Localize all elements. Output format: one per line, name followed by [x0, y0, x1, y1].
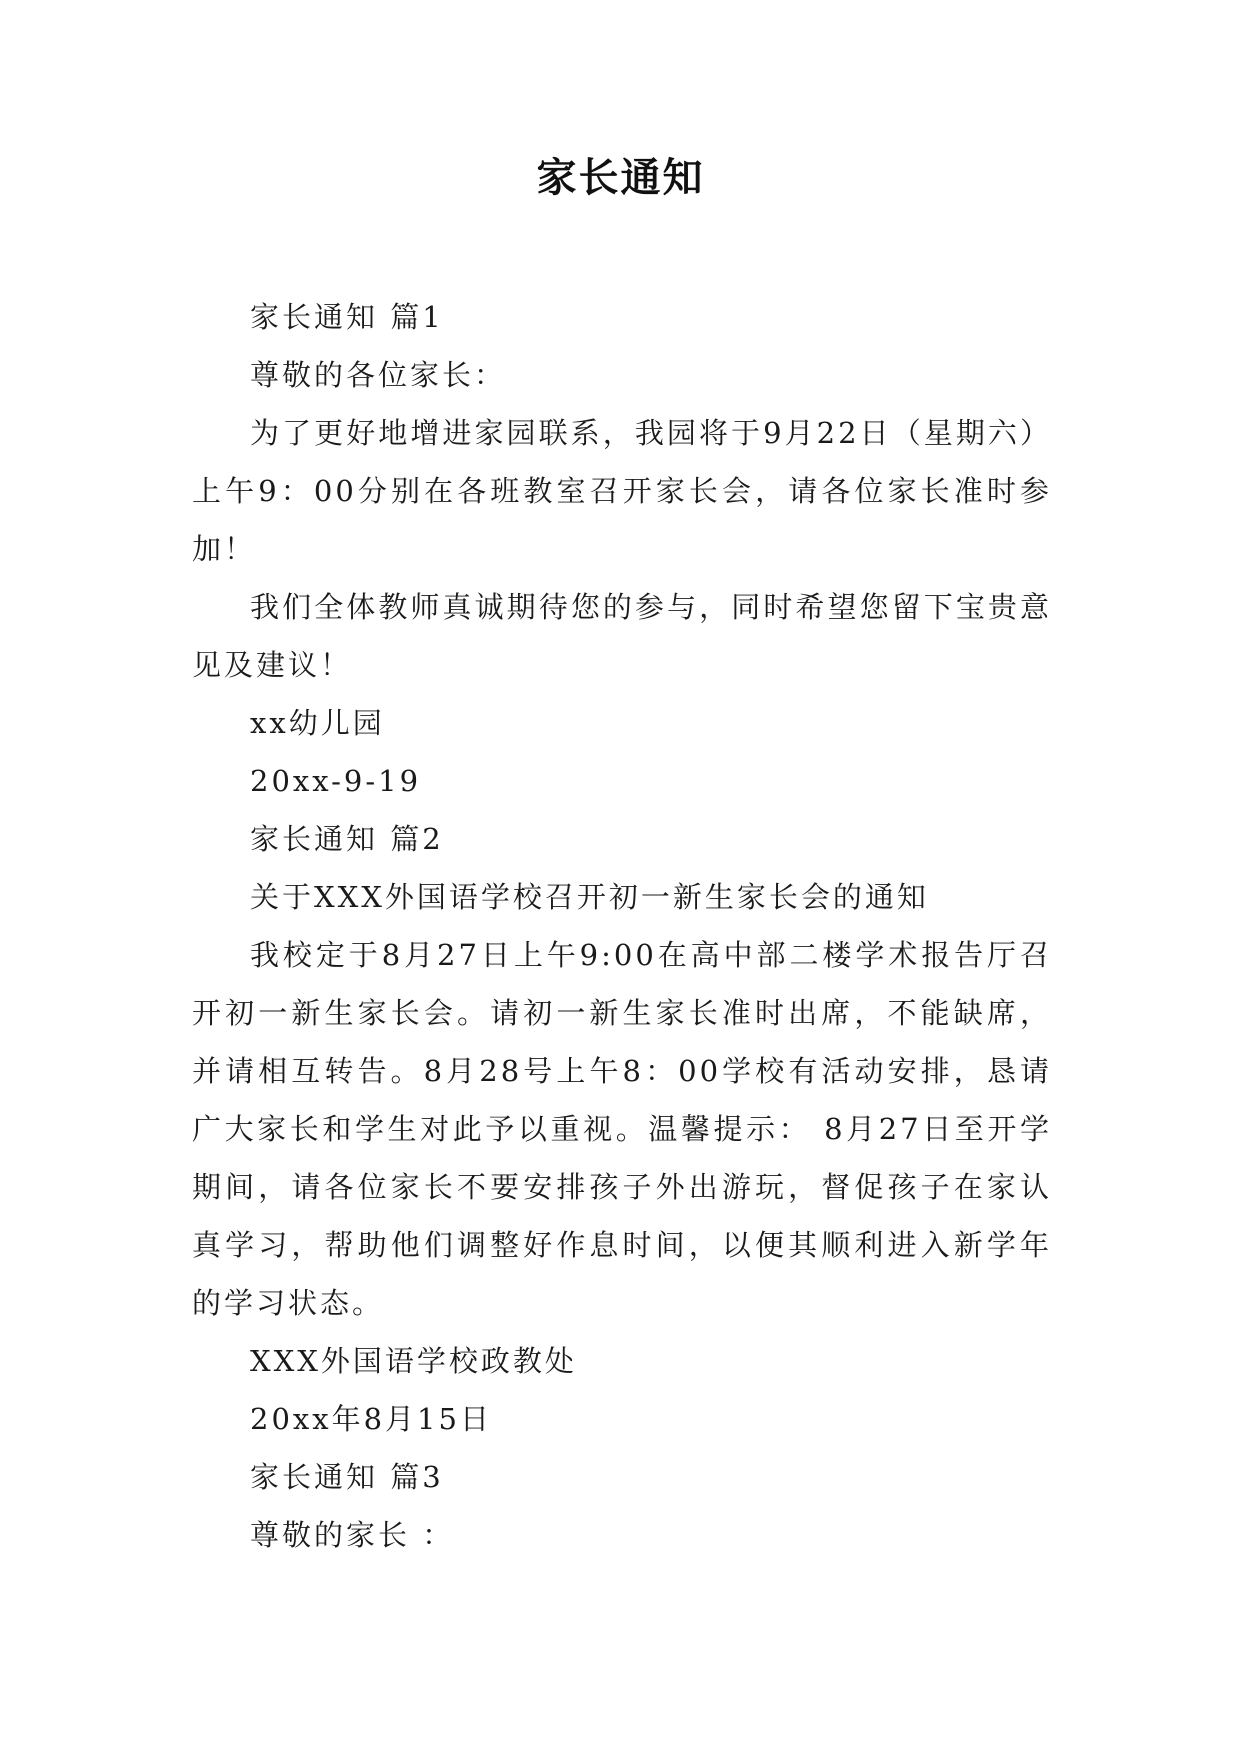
- section-heading-3: 家长通知 篇3: [250, 1460, 444, 1494]
- notice-subject-2: 关于XXX外国语学校召开初一新生家长会的通知: [250, 880, 929, 914]
- signature-kindergarten: xx幼儿园: [250, 706, 385, 740]
- paragraph-meeting-notice: 为了更好地增进家园联系，我园将于9月22日（星期六）上午9：00分别在各班教室召开家长会，请各位家长准时参加！: [192, 416, 1052, 566]
- salutation-3: 尊敬的家长 ：: [250, 1518, 455, 1552]
- section-heading-1: 家长通知 篇1: [250, 300, 444, 334]
- signature-school-office: XXX外国语学校政教处: [250, 1344, 577, 1378]
- section-heading-2: 家长通知 篇2: [250, 822, 444, 856]
- document-title: 家长通知: [536, 155, 705, 201]
- date-2: 20xx年8月15日: [250, 1402, 492, 1436]
- paragraph-school-meeting: 我校定于8月27日上午9:00在高中部二楼学术报告厅召开初一新生家长会。请初一新生家长准时出席，不能缺席，并请相互转告。8月28号上午8：00学校有活动安排，恳请广大家长和学生对此予以重视。温馨提示： 8月27日至开学期间，请各位家长不要安排孩子外出游玩，督促孩子在家认真学习，帮助他们调整好作息时间，以便其顺利进入新学年的学习状态。: [192, 938, 1052, 1320]
- paragraph-expectation: 我们全体教师真诚期待您的参与，同时希望您留下宝贵意见及建议！: [192, 590, 1052, 682]
- date-1: 20xx-9-19: [250, 764, 422, 798]
- document-body: [192, 288, 1052, 1564]
- salutation-1: 尊敬的各位家长：: [250, 358, 507, 392]
